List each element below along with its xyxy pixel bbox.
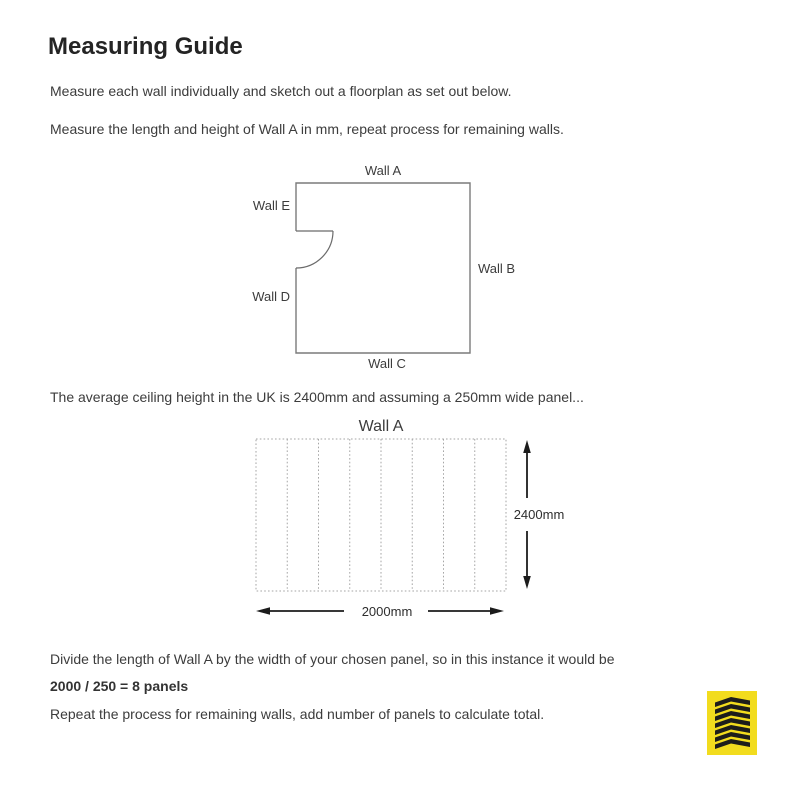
- measure-text: Measure the length and height of Wall A in mm, repeat process for remaining walls.: [50, 121, 564, 137]
- brand-logo: [707, 691, 757, 755]
- arrow-right-icon: [490, 607, 504, 615]
- wall-b-label: Wall B: [478, 261, 516, 276]
- panel-divider-lines: [287, 439, 475, 591]
- arrow-left-icon: [256, 607, 270, 615]
- wall-c-label: Wall C: [368, 356, 406, 371]
- height-dimension-arrow: [514, 440, 565, 589]
- floorplan-diagram: [240, 158, 530, 380]
- ceiling-text: The average ceiling height in the UK is 2400mm and assuming a 250mm wide panel...: [50, 389, 584, 405]
- wall-e-label: Wall E: [252, 198, 290, 213]
- wall-d-label: Wall D: [252, 289, 290, 304]
- panel-diagram: [240, 404, 570, 630]
- floorplan-wall-outline: [296, 183, 470, 353]
- page-title: Measuring Guide: [48, 33, 243, 60]
- width-dimension-arrow: [256, 604, 504, 619]
- width-dimension-label: 2000mm: [361, 604, 413, 619]
- repeat-text: Repeat the process for remaining walls, add number of panels to calculate total.: [50, 706, 545, 722]
- door-swing-arc: [296, 231, 333, 268]
- divide-text: Divide the length of Wall A by the width of your chosen panel, so in this instance it would be: [50, 651, 615, 667]
- arrow-down-icon: [523, 576, 531, 589]
- intro-text: Measure each wall individually and sketch out a floorplan as set out below.: [50, 83, 512, 99]
- formula-text: 2000 / 250 = 8 panels: [50, 678, 189, 694]
- arrow-up-icon: [523, 440, 531, 453]
- wall-a-label: Wall A: [364, 163, 402, 178]
- height-dimension-label: 2400mm: [513, 507, 565, 522]
- panel-diagram-title: Wall A: [358, 418, 404, 435]
